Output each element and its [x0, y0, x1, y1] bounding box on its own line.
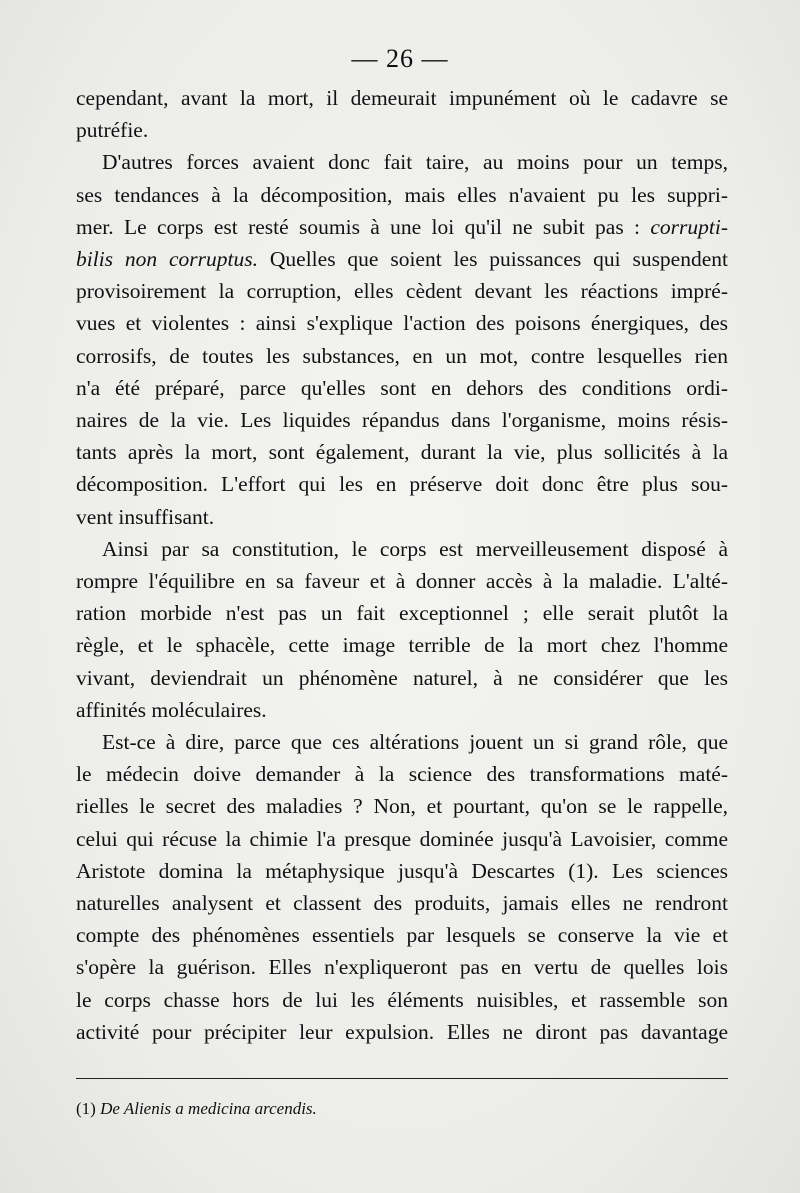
text-line: vivant, deviendrait un phénomène naturel, à ne considérer que les	[76, 665, 728, 690]
text-line: tants après la mort, sont également, durant la vie, plus sollicités à la	[76, 440, 728, 465]
text-line: affinités moléculaires.	[76, 697, 267, 722]
body-text	[76, 82, 728, 1048]
text-line: n'a été préparé, parce qu'elles sont en dehors des conditions ordi-	[76, 375, 728, 400]
page-number: — 26 —	[351, 44, 449, 73]
text-line: naires de la vie. Les liquides répandus dans l'organisme, moins résis-	[76, 408, 728, 433]
text-line: Aristote domina la métaphysique jusqu'à Descartes (1). Les sciences	[76, 858, 728, 883]
text-line: ration morbide n'est pas un fait exceptionnel ; elle serait plutôt la	[76, 601, 728, 626]
text-line: le médecin doive demander à la science des transformations maté-	[76, 762, 728, 787]
text-line: Ainsi par sa constitution, le corps est merveilleusement disposé à	[102, 536, 728, 561]
footnote-marker: (1)	[76, 1099, 96, 1118]
text-line: celui qui récuse la chimie l'a presque dominée jusqu'à Lavoisier, comme	[76, 826, 728, 851]
text-line: putréfie.	[76, 118, 149, 143]
text-line: bilis non corruptus. Quelles que soient les puissances qui suspendent	[76, 247, 728, 272]
text-line: mer. Le corps est resté soumis à une loi qu'il ne subit pas : corrupti-	[76, 214, 728, 239]
text-line: rielles le secret des maladies ? Non, et pourtant, qu'on se le rappelle,	[76, 794, 728, 819]
text-line: décomposition. L'effort qui les en préserve doit donc être plus sou-	[76, 472, 728, 497]
text-line: cependant, avant la mort, il demeurait impunément où le cadavre se	[76, 86, 728, 110]
latin-phrase: corrupti-	[650, 214, 728, 239]
text-line: s'opère la guérison. Elles n'expliqueront pas en vertu de quelles lois	[76, 955, 728, 980]
text-line: provisoirement la corruption, elles cèdent devant les réactions impré-	[76, 279, 728, 304]
text-line: ses tendances à la décomposition, mais elles n'avaient pu les suppri-	[76, 182, 728, 207]
footnote	[76, 1098, 728, 1120]
text-line: vent insuffisant.	[76, 504, 215, 529]
text-line: compte des phénomènes essentiels par lesquels se conserve la vie et	[76, 923, 728, 948]
text-line: activité pour précipiter leur expulsion. Elles ne diront pas davantage	[76, 1019, 728, 1044]
text-line: règle, et le sphacèle, cette image terrible de la mort chez l'homme	[76, 633, 728, 658]
latin-phrase: bilis non corruptus.	[76, 247, 259, 272]
text-line: D'autres forces avaient donc fait taire, au moins pour un temps,	[102, 150, 728, 175]
text-line: naturelles analysent et classent des produits, jamais elles ne rendront	[76, 891, 728, 916]
text-line: Est-ce à dire, parce que ces altérations jouent un si grand rôle, que	[102, 730, 728, 755]
footnote-text: De Alienis a medicina arcendis.	[100, 1099, 317, 1118]
text-line: corrosifs, de toutes les substances, en un mot, contre lesquelles rien	[76, 343, 728, 368]
text-line: le corps chasse hors de lui les éléments nuisibles, et rassemble son	[76, 987, 728, 1012]
text-line: vues et violentes : ainsi s'explique l'action des poisons énergiques, des	[76, 311, 728, 336]
text-line: rompre l'équilibre en sa faveur et à donner accès à la maladie. L'alté-	[76, 569, 728, 594]
footnote-rule	[76, 1078, 728, 1079]
